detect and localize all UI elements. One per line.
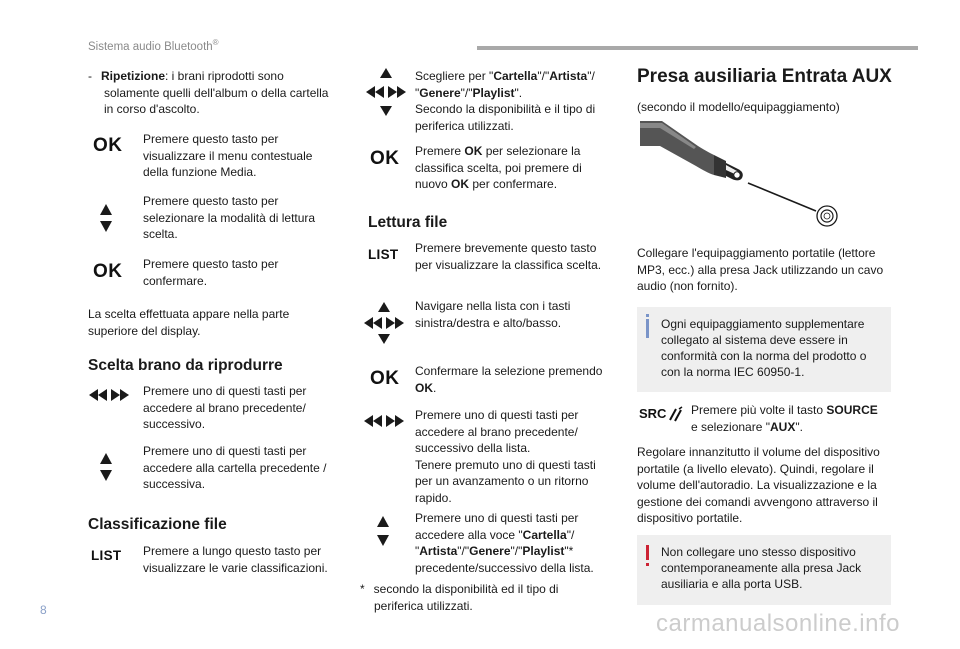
display-note: La scelta effettuata appare nella parte superiore del display. [88, 307, 290, 338]
ok-key-icon: OK [370, 148, 400, 169]
updown-folder-desc: Premere uno di questi tasti per accedere alla cartella precedente / successiva. [143, 444, 327, 491]
info-icon [646, 319, 649, 338]
aux-subtitle: (secondo il modello/equipaggiamento) [637, 100, 840, 114]
connect-desc: Collegare l'equipaggiamento portatile (lettore MP3, ecc.) alla presa Jack utilizzando un cavo audio (non fornito). [637, 246, 884, 293]
ok-confirm-desc: Premere questo tasto per confermare. [143, 257, 279, 288]
ok-select-classification-desc: Premere OK per selezionare la classifica scelta, poi premere di nuovo OK per confermare. [415, 144, 582, 191]
section-heading-file-playback: Lettura file [368, 214, 448, 231]
section-heading-file-classification: Classificazione file [88, 516, 227, 533]
header-rule [477, 46, 918, 50]
down-arrow-icon [100, 221, 112, 232]
volume-desc: Regolare innanzitutto il volume del dispositivo portatile (a livello elevato). Quindi, regolare il volume dell'autoradio. La visualizzazione e la gestione dei comandi avvengono attraverso il dispositivo portatile. [637, 445, 880, 525]
prev-next-icon [89, 389, 129, 401]
list-long-press-desc: Premere a lungo questo tasto per visualizzare le varie classificazioni. [143, 544, 328, 575]
prev-next-icon [364, 415, 404, 427]
nav-list-desc: Navigare nella lista con i tasti sinistra/destra e alto/basso. [415, 299, 571, 330]
phone-icon [667, 406, 683, 422]
src-phone-key-icon: SRC [639, 406, 683, 424]
list-short-press-desc: Premere brevemente questo tasto per visualizzare la classifica scelta. [415, 241, 602, 272]
jack-plug-icon [640, 118, 840, 230]
up-arrow-icon [100, 453, 112, 464]
info-note-box [637, 307, 891, 392]
prev-next-track-desc: Premere uno di questi tasti per accedere al brano precedente/ successivo. [143, 384, 307, 431]
prev-next-list-desc: Premere uno di questi tasti per accedere al brano precedente/ successivo della lista. Tenere premuto uno di questi tasti per un avanzamento o un ritorno rapido. [415, 408, 596, 505]
updown-mode-desc: Premere questo tasto per selezionare la modalità di lettura scelta. [143, 194, 316, 241]
down-arrow-icon [377, 535, 389, 546]
list-key-icon: LIST [91, 548, 122, 563]
ok-key-icon: OK [93, 135, 123, 156]
ok-key-icon: OK [93, 261, 123, 282]
ok-key-icon: OK [370, 368, 400, 389]
down-arrow-icon [100, 470, 112, 481]
warning-note-box [637, 535, 891, 605]
list-key-icon: LIST [368, 247, 399, 262]
up-arrow-icon [377, 516, 389, 527]
info-note-text: Ogni equipaggiamento supplementare collegato al sistema deve essere in conformità con la norma del prodotto o con la norma IEC 60950-1. [661, 317, 867, 379]
watermark: carmanualsonline.info [656, 610, 900, 637]
four-way-nav-icon [364, 302, 404, 344]
warning-icon [646, 545, 649, 560]
page-title-aux: Presa ausiliaria Entrata AUX [637, 66, 892, 87]
warning-note-text: Non collegare uno stesso dispositivo contemporaneamente alla presa Jack ausiliaria e alla porta USB. [661, 545, 862, 591]
src-press-desc: Premere più volte il tasto SOURCE e selezionare "AUX". [691, 403, 878, 434]
repeat-item: - Ripetizione: i brani riprodotti sono solamente quelli dell'album o della cartella in corso d'ascolto. [88, 69, 329, 116]
nav-choose-category-desc: Scegliere per "Cartella"/"Artista"/ "Genere"/"Playlist". Secondo la disponibilità e il tipo di periferica utilizzati. [415, 69, 596, 133]
ok-context-menu-desc: Premere questo tasto per visualizzare il menu contestuale della funzione Media. [143, 132, 313, 179]
page-number: 8 [40, 603, 47, 617]
up-arrow-icon [100, 204, 112, 215]
running-header: Sistema audio Bluetooth® [88, 38, 219, 53]
updown-list-item-desc: Premere uno di questi tasti per accedere alla voce "Cartella"/ "Artista"/"Genere"/"Playlist"* precedente/successivo della lista. [415, 511, 594, 575]
four-way-nav-icon [366, 68, 406, 116]
ok-confirm-selection-desc: Confermare la selezione premendo OK. [415, 364, 603, 395]
footnote: * secondo la disponibilità ed il tipo di periferica utilizzati. [360, 582, 559, 613]
section-heading-track-choice: Scelta brano da riprodurre [88, 357, 283, 374]
